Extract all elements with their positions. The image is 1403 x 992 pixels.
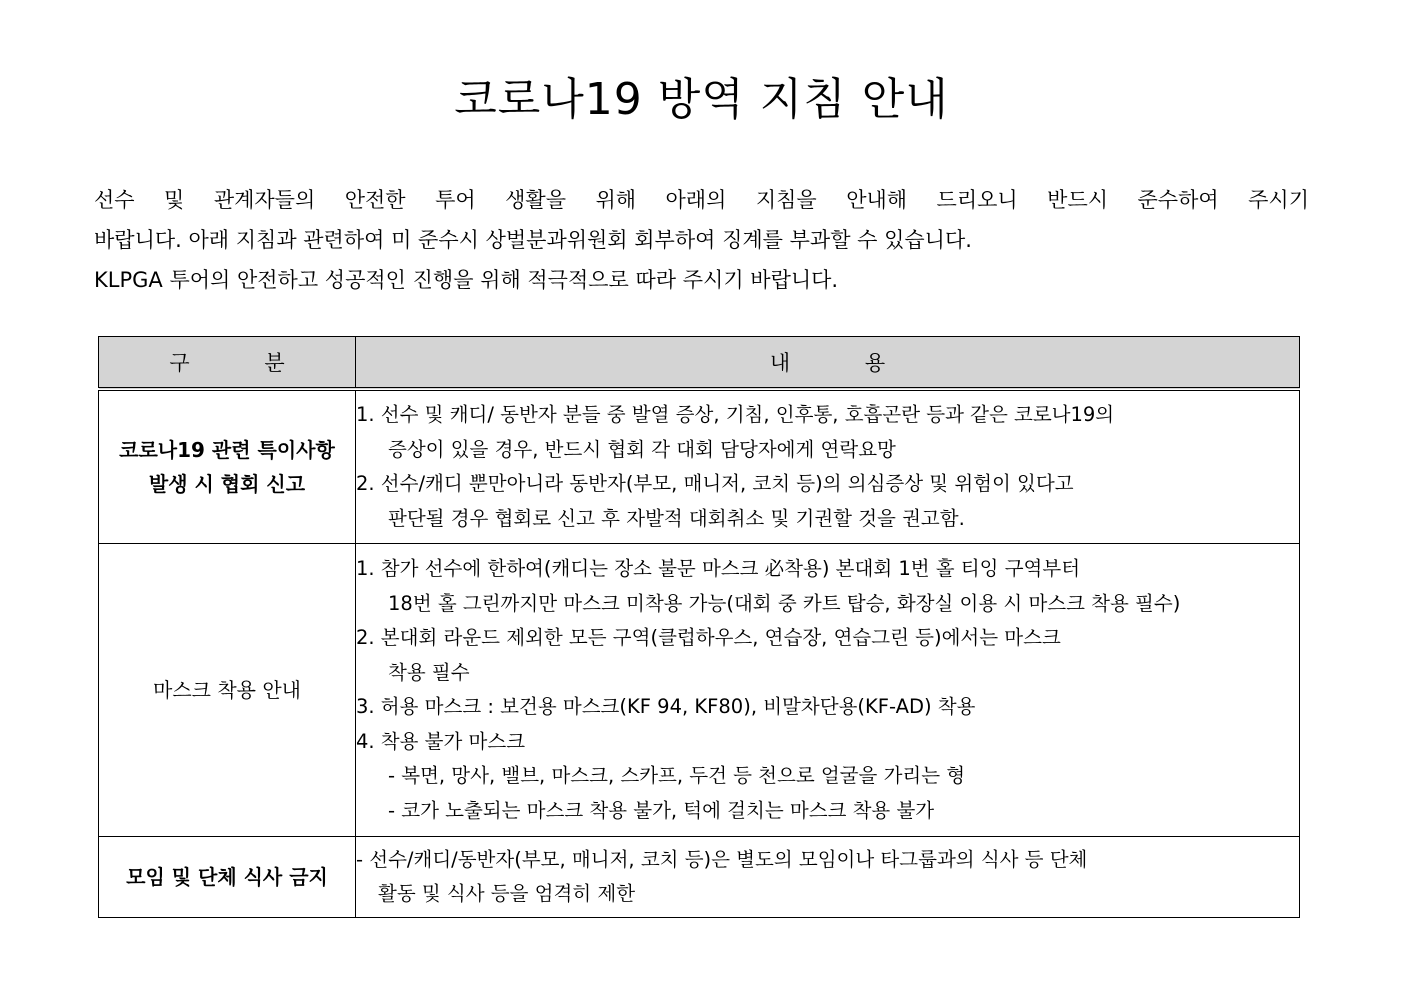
list-item: 착용 필수	[388, 660, 470, 684]
list-item: - 선수/캐디/동반자(부모, 매니저, 코치 등)은 별도의 모임이나 타그룹과의 식사 등 단체	[356, 847, 1088, 871]
page-title: 코로나19 방역 지침 안내	[454, 74, 949, 125]
table-header-row	[99, 337, 1300, 390]
intro-line: KLPGA 투어의 안전하고 성공적인 진행을 위해 적극적으로 따라 주시기 바랍니다.	[94, 268, 839, 292]
category-line: 모임 및 단체 식사 금지	[126, 865, 328, 889]
row-content	[356, 544, 1300, 837]
table-row	[99, 544, 1300, 837]
category-line: 발생 시 협회 신고	[148, 472, 306, 496]
row-content	[356, 389, 1300, 544]
list-item: 4. 착용 불가 마스크	[356, 729, 526, 753]
table-row	[99, 389, 1300, 544]
row-category	[99, 837, 356, 918]
header-content: 내 용	[356, 337, 1300, 390]
list-item: 1. 참가 선수에 한하여(캐디는 장소 불문 마스크 必착용) 본대회 1번 홀 티잉 구역부터	[356, 557, 1081, 580]
table-row	[99, 837, 1300, 918]
intro-line: 바랍니다. 아래 지침과 관련하여 미 준수시 상벌분과위원회 회부하여 징계를 부과할 수 있습니다.	[94, 228, 972, 252]
list-item: - 복면, 망사, 밸브, 마스크, 스카프, 두건 등 천으로 얼굴을 가리는 형	[388, 764, 966, 787]
list-item: 18번 홀 그린까지만 마스크 미착용 가능(대회 중 카트 탑승, 화장실 이용 시 마스크 착용 필수)	[388, 591, 1181, 615]
row-category	[99, 389, 356, 544]
list-item: 3. 허용 마스크 : 보건용 마스크(KF 94, KF80), 비말차단용(KF-AD) 착용	[356, 695, 976, 718]
list-item: 1. 선수 및 캐디/ 동반자 분들 중 발열 증상, 기침, 인후통, 호흡곤란 등과 같은 코로나19의	[356, 403, 1115, 426]
intro-paragraph	[94, 180, 1309, 300]
list-item: - 코가 노출되는 마스크 착용 불가, 턱에 걸치는 마스크 착용 불가	[388, 798, 935, 822]
guideline-table	[98, 336, 1300, 918]
header-category: 구 분	[99, 337, 356, 390]
list-item: 2. 본대회 라운드 제외한 모든 구역(클럽하우스, 연습장, 연습그린 등)에서는 마스크	[356, 626, 1061, 649]
row-category	[99, 544, 356, 837]
category-line: 코로나19 관련 특이사항	[119, 438, 335, 462]
list-item: 2. 선수/캐디 뿐만아니라 동반자(부모, 매니저, 코치 등)의 의심증상 및 위험이 있다고	[356, 472, 1074, 495]
intro-line: 선수 및 관계자들의 안전한 투어 생활을 위해 아래의 지침을 안내해 드리오니 반드시 준수하여 주시기	[94, 188, 1309, 212]
list-item: 판단될 경우 협회로 신고 후 자발적 대회취소 및 기권할 것을 권고함.	[388, 506, 965, 530]
category-line: 마스크 착용 안내	[153, 678, 301, 702]
list-item: 증상이 있을 경우, 반드시 협회 각 대회 담당자에게 연락요망	[388, 437, 896, 461]
row-content	[356, 837, 1300, 918]
list-item: 활동 및 식사 등을 엄격히 제한	[378, 882, 636, 905]
